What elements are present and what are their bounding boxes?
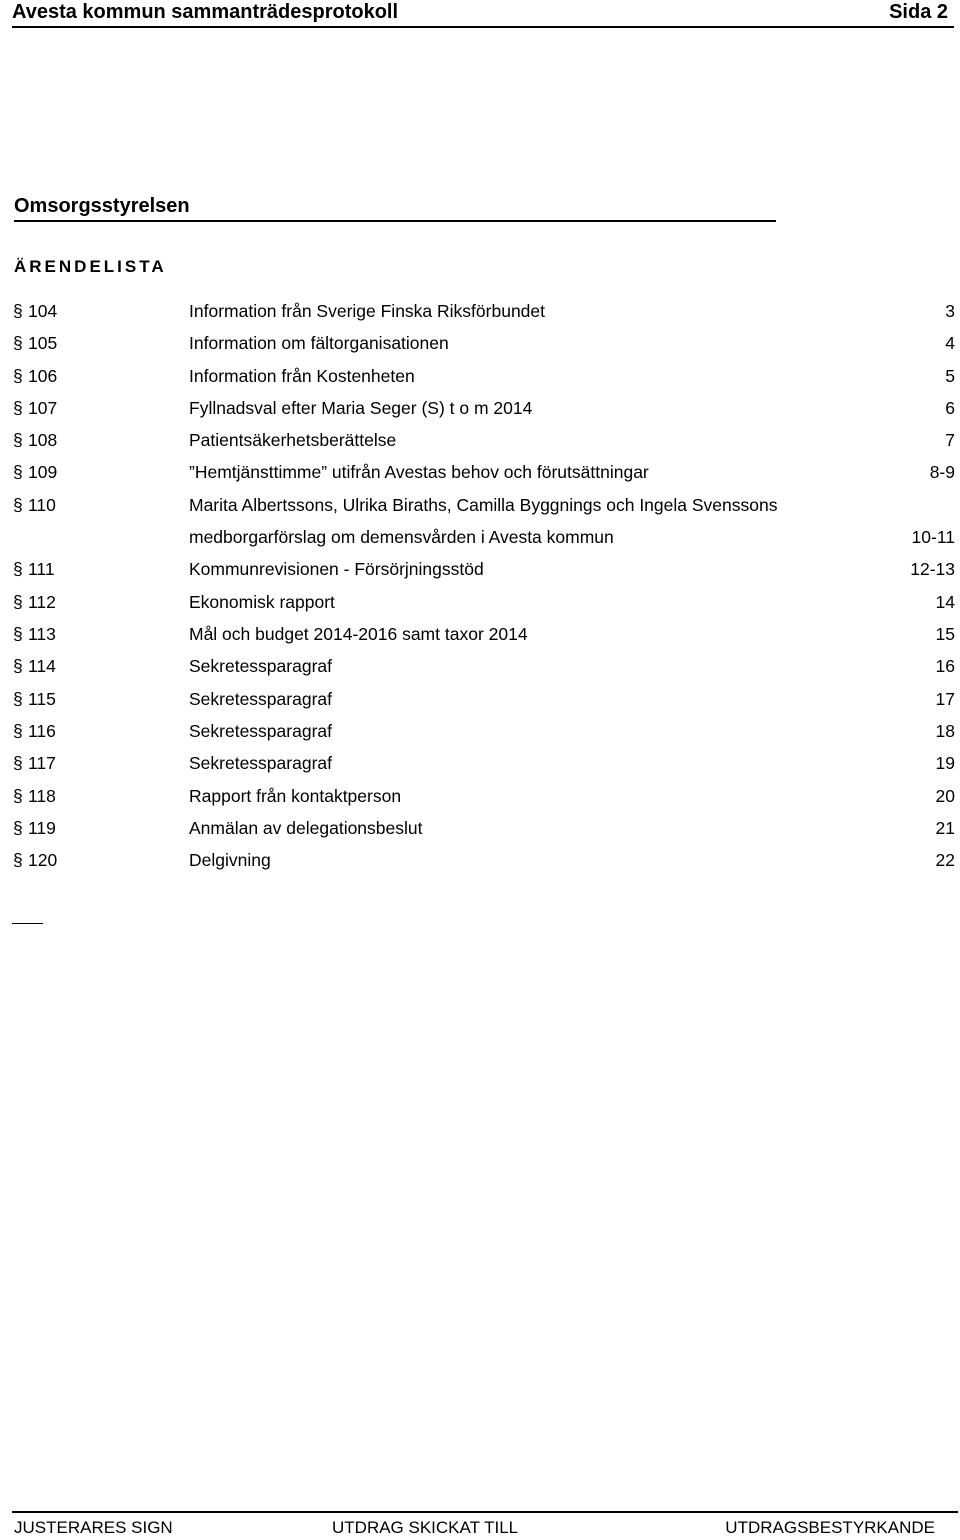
committee-heading: Omsorgsstyrelsen — [14, 194, 776, 222]
item-number: 112 — [28, 592, 56, 612]
item-number: 106 — [28, 366, 58, 386]
item-number: 119 — [28, 818, 56, 838]
item-pages: 3 — [945, 301, 955, 321]
item-text: Information från Sverige Finska Riksförbundet — [189, 301, 545, 321]
item-pages: 7 — [945, 430, 955, 450]
section-symbol: § — [13, 592, 23, 612]
item-pages: 22 — [935, 850, 955, 870]
item-text: Marita Albertssons, Ulrika Biraths, Camilla Byggnings och Ingela Svenssons — [189, 495, 778, 515]
item-pages: 6 — [945, 398, 955, 418]
agenda-item-115 — [0, 687, 960, 711]
section-symbol: § — [13, 495, 23, 515]
section-symbol: § — [13, 333, 23, 353]
item-pages: 8-9 — [929, 462, 955, 482]
item-pages: 17 — [935, 689, 955, 709]
agenda-item-117 — [0, 751, 960, 775]
item-number: 105 — [28, 333, 58, 353]
item-text: Delgivning — [189, 850, 271, 870]
item-text: Rapport från kontaktperson — [189, 786, 402, 806]
agenda-item-108 — [0, 428, 960, 452]
item-number: 108 — [28, 430, 58, 450]
item-pages: 15 — [935, 624, 955, 644]
agenda-item-110-continued — [0, 525, 960, 549]
document-title: Avesta kommun sammanträdesprotokoll — [12, 1, 399, 23]
item-number: 114 — [28, 656, 56, 676]
section-symbol: § — [13, 689, 23, 709]
item-pages: 21 — [935, 818, 955, 838]
item-number: 109 — [28, 462, 58, 482]
item-number: 107 — [28, 398, 58, 418]
agenda-list-heading: ÄRENDELISTA — [14, 257, 167, 276]
item-number: 104 — [28, 301, 58, 321]
item-pages: 10-11 — [911, 527, 955, 547]
item-text: Information om fältorganisationen — [189, 333, 449, 353]
agenda-item-109 — [0, 460, 960, 484]
agenda-item-105 — [0, 331, 960, 355]
section-symbol: § — [13, 656, 23, 676]
agenda-item-106 — [0, 364, 960, 388]
item-text: Anmälan av delegationsbeslut — [189, 818, 423, 838]
item-pages: 14 — [935, 592, 955, 612]
item-text: Sekretessparagraf — [189, 753, 332, 773]
item-pages: 16 — [935, 656, 955, 676]
item-text: Ekonomisk rapport — [189, 592, 335, 612]
page-footer — [12, 1511, 958, 1538]
section-symbol: § — [13, 430, 23, 450]
item-pages: 4 — [945, 333, 955, 353]
agenda-item-120 — [0, 848, 960, 872]
end-rule — [12, 923, 43, 924]
item-text: Information från Kostenheten — [189, 366, 415, 386]
section-symbol: § — [13, 398, 23, 418]
section-symbol: § — [13, 721, 23, 741]
item-number: 111 — [28, 559, 55, 579]
item-number: 116 — [28, 721, 56, 741]
item-pages: 12-13 — [910, 559, 955, 579]
item-text: Sekretessparagraf — [189, 721, 332, 741]
section-symbol: § — [13, 559, 23, 579]
item-text: ”Hemtjänsttimme” utifrån Avestas behov och förutsättningar — [189, 462, 649, 482]
page-header — [12, 0, 954, 28]
page-number: Sida 2 — [889, 1, 948, 23]
item-number: 113 — [28, 624, 56, 644]
footer-utdrag-skickat-till: UTDRAG SKICKAT TILL — [332, 1518, 519, 1537]
item-text: Fyllnadsval efter Maria Seger (S) t o m 2014 — [189, 398, 533, 418]
item-text: Patientsäkerhetsberättelse — [189, 430, 397, 450]
section-symbol: § — [13, 301, 23, 321]
agenda-item-114 — [0, 654, 960, 678]
item-text-continued: medborgarförslag om demensvården i Avesta kommun — [189, 527, 614, 547]
section-symbol: § — [13, 850, 23, 870]
item-pages: 18 — [935, 721, 955, 741]
agenda-item-116 — [0, 719, 960, 743]
item-number: 110 — [28, 495, 56, 515]
agenda-item-113 — [0, 622, 960, 646]
footer-justerares-sign: JUSTERARES SIGN — [14, 1518, 173, 1537]
item-text: Kommunrevisionen - Försörjningsstöd — [189, 559, 484, 579]
item-text: Sekretessparagraf — [189, 689, 332, 709]
agenda-item-112 — [0, 590, 960, 614]
item-number: 117 — [28, 753, 56, 773]
item-number: 115 — [28, 689, 56, 709]
item-pages: 19 — [935, 753, 955, 773]
section-symbol: § — [13, 786, 23, 806]
agenda-item-104 — [0, 299, 960, 323]
section-symbol: § — [13, 753, 23, 773]
agenda-item-118 — [0, 784, 960, 808]
section-symbol: § — [13, 366, 23, 386]
agenda-item-107 — [0, 396, 960, 420]
item-pages: 20 — [935, 786, 955, 806]
agenda-item-111 — [0, 557, 960, 581]
agenda-item-119 — [0, 816, 960, 840]
item-number: 120 — [28, 850, 58, 870]
section-symbol: § — [13, 818, 23, 838]
item-pages: 5 — [945, 366, 955, 386]
item-number: 118 — [28, 786, 56, 806]
item-text: Mål och budget 2014-2016 samt taxor 2014 — [189, 624, 528, 644]
agenda-item-110 — [0, 493, 960, 517]
section-symbol: § — [13, 462, 23, 482]
item-text: Sekretessparagraf — [189, 656, 332, 676]
section-symbol: § — [13, 624, 23, 644]
footer-utdragsbestyrkande: UTDRAGSBESTYRKANDE — [725, 1518, 935, 1537]
